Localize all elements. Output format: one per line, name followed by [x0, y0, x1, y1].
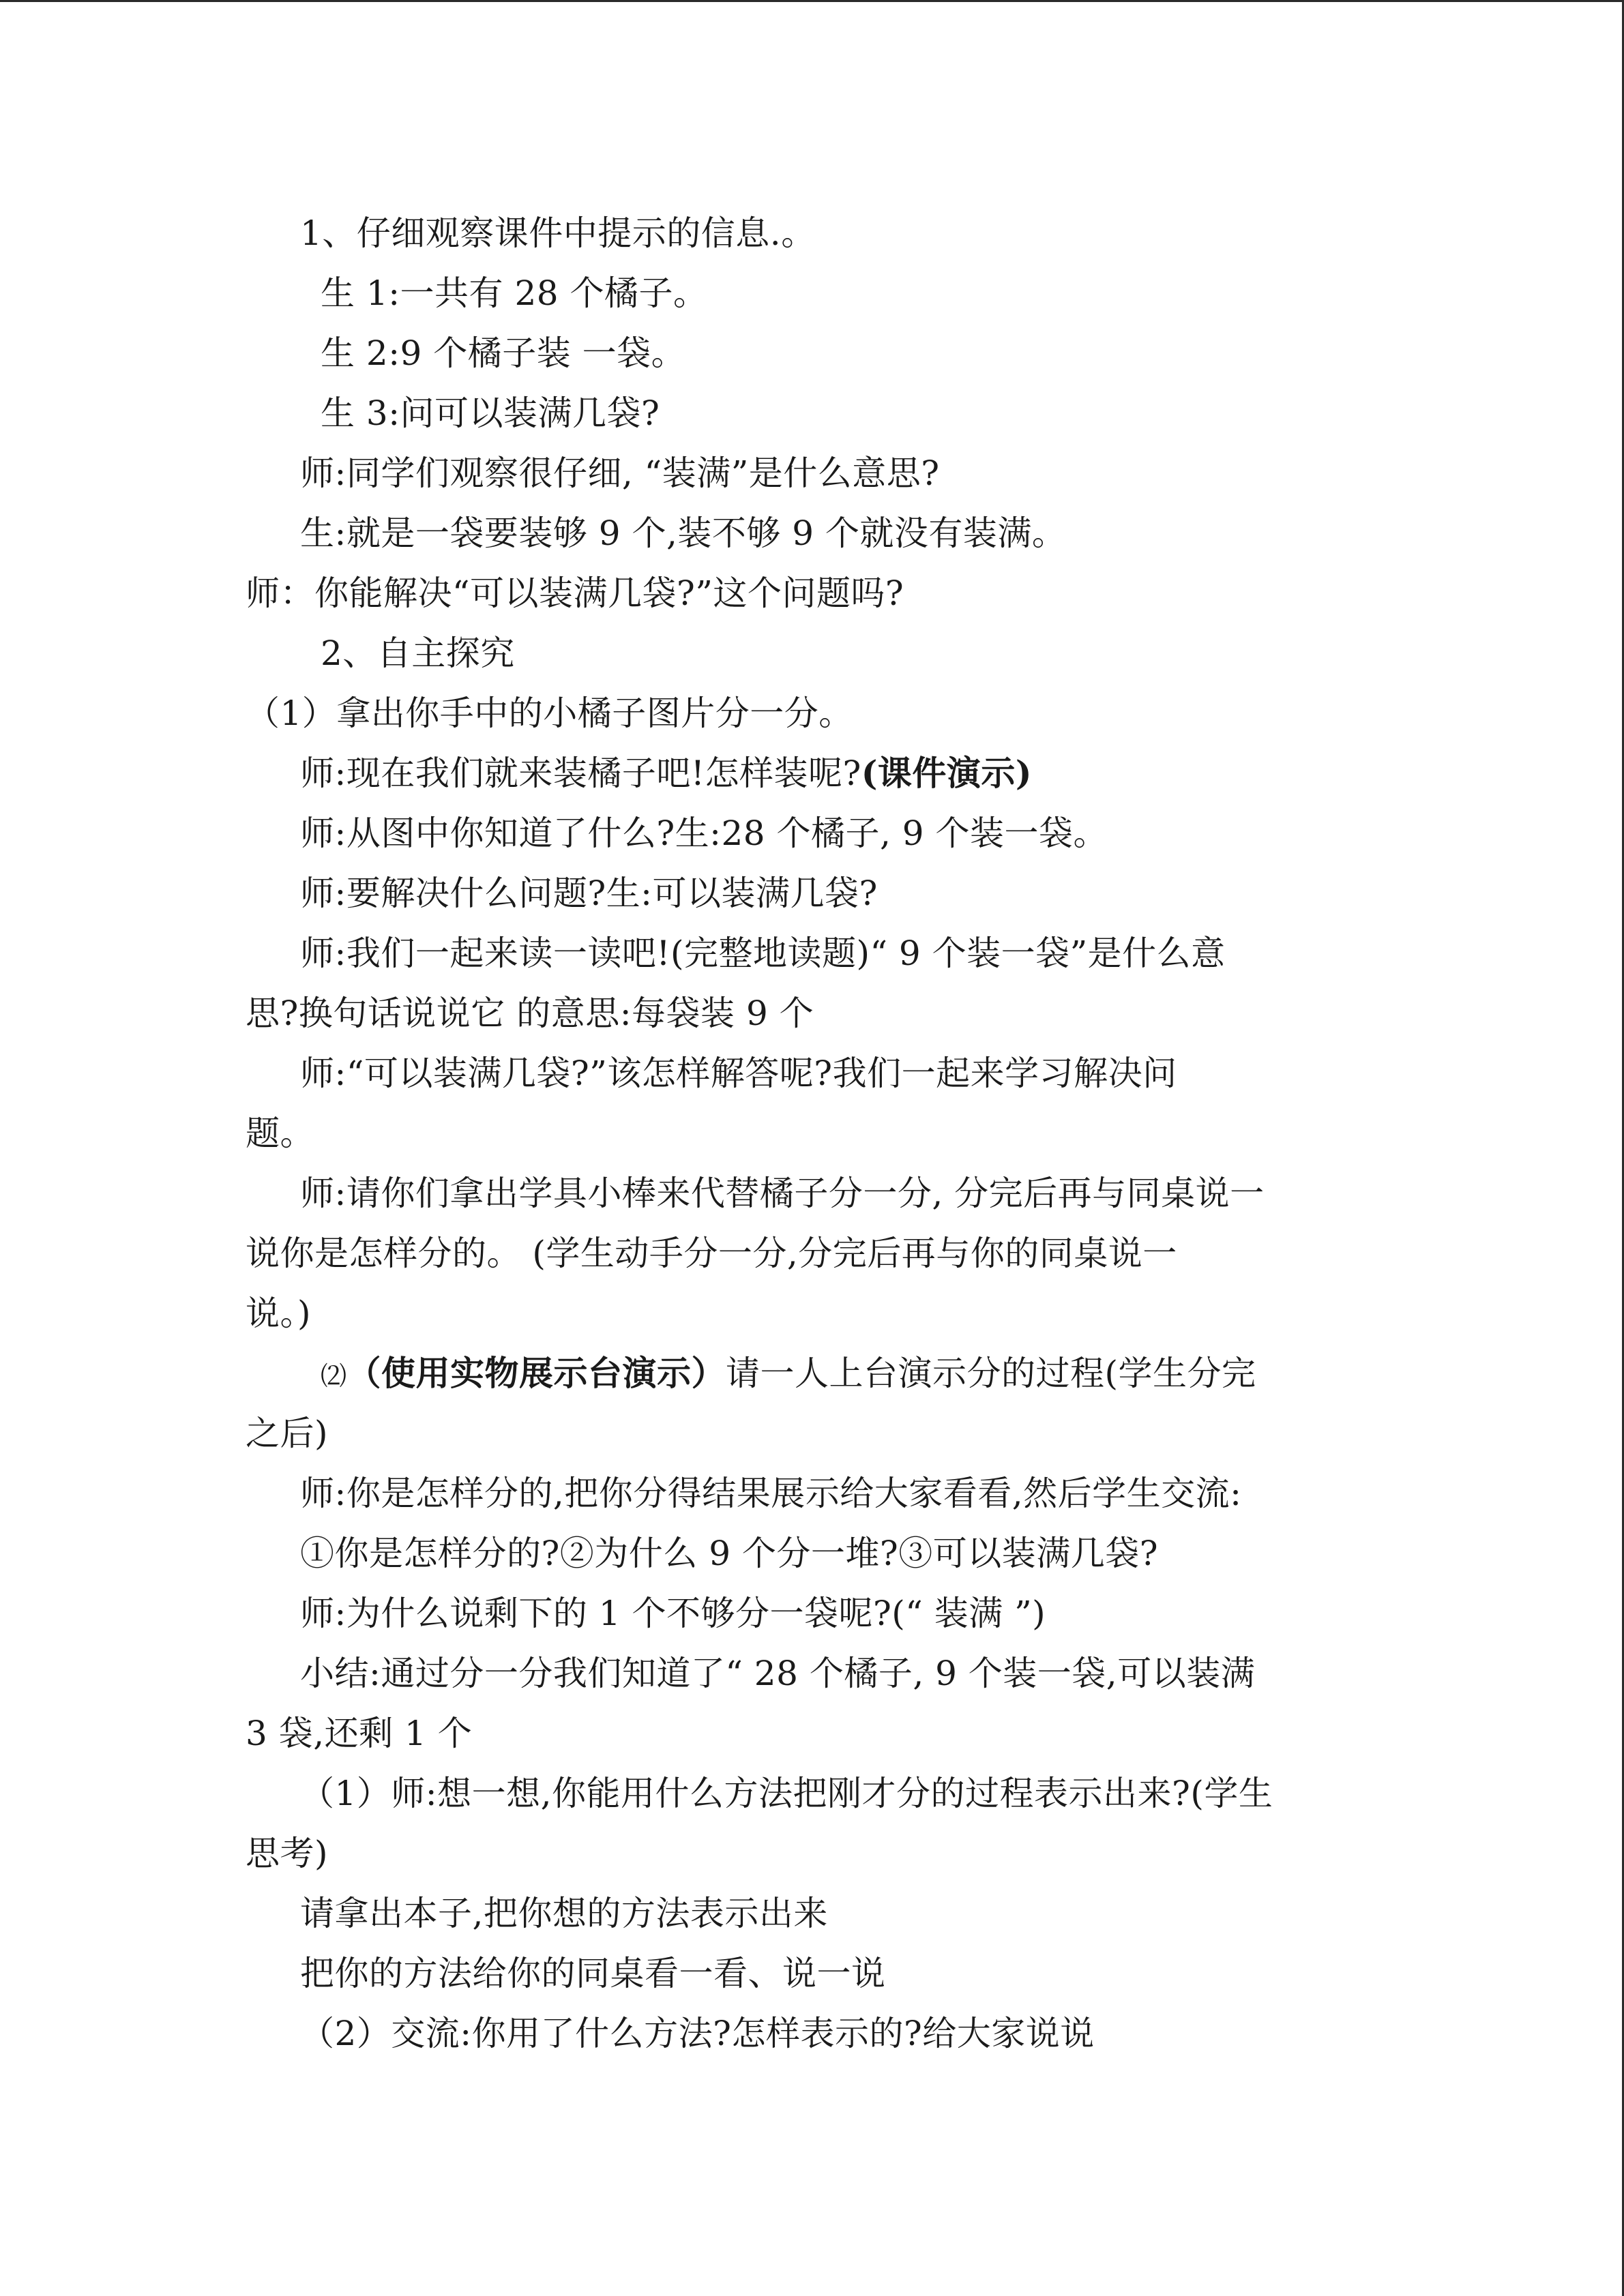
paragraph-line: 师:为什么说剩下的 1 个不够分一袋呢?(“ 装满 ”): [300, 1594, 1046, 1633]
page-top-edge: [0, 0, 1624, 2]
paragraph-line: 思考): [246, 1834, 329, 1873]
paragraph-line: 师:请你们拿出学具小棒来代替橘子分一分, 分完后再与同桌说一: [300, 1174, 1265, 1213]
paragraph-line: （1）师:想一想,你能用什么方法把刚才分的过程表示出来?(学生: [300, 1774, 1273, 1813]
paragraph-line: （1）拿出你手中的小橘子图片分一分。: [246, 694, 853, 733]
paragraph-line: 生 3:问可以装满几袋?: [321, 393, 660, 433]
paragraph-line: 师:我们一起来读一读吧!(完整地读题)“ 9 个装一袋”是什么意: [300, 934, 1226, 973]
paragraph-line: [246, 1343, 1378, 1403]
paragraph-line: 师:从图中你知道了什么?生:28 个橘子, 9 个装一袋。: [300, 814, 1108, 853]
paragraph-line: 小结:通过分一分我们知道了“ 28 个橘子, 9 个装一袋,可以装满: [300, 1654, 1256, 1693]
paragraph-line: 说你是怎样分的。 (学生动手分一分,分完后再与你的同桌说一: [246, 1234, 1177, 1273]
paragraph-line: 师:“可以装满几袋?”该怎样解答呢?我们一起来学习解决问: [300, 1054, 1177, 1093]
line-text: 请一人上台演示分的过程(学生分完: [726, 1354, 1256, 1393]
bold-note: （使用实物展示台演示）: [346, 1353, 726, 1393]
paragraph-line: 生:就是一袋要装够 9 个,装不够 9 个就没有装满。: [300, 513, 1067, 553]
paragraph-line: 1、仔细观察课件中提示的信息.。: [300, 213, 816, 253]
paragraph-line: 生 2:9 个橘子装 一袋。: [321, 333, 686, 373]
paragraph-line: 师:你是怎样分的,把你分得结果展示给大家看看,然后学生交流:: [300, 1474, 1242, 1513]
paragraph-line: 说。): [246, 1294, 312, 1333]
paragraph-line: 师：你能解决“可以装满几袋?”这个问题吗?: [246, 573, 904, 613]
paragraph-line: 题。: [246, 1114, 314, 1153]
paragraph-line: 生 1:一共有 28 个橘子。: [321, 273, 708, 313]
paragraph-line: 3 袋,还剩 1 个: [246, 1714, 473, 1753]
bold-note: (课件演示): [861, 753, 1033, 793]
paragraph-line: ①你是怎样分的?②为什么 9 个分一堆?③可以装满几袋?: [300, 1534, 1159, 1573]
section-heading: 2、自主探究: [321, 633, 515, 673]
paragraph-line: 把你的方法给你的同桌看一看、说一说: [300, 1954, 886, 1993]
paragraph-line: 思?换句话说说它 的意思:每袋装 9 个: [246, 994, 814, 1033]
line-text: 师:现在我们就来装橘子吧!怎样装呢?: [300, 754, 861, 793]
paragraph-line: 之后): [246, 1414, 329, 1453]
paragraph-line: 请拿出本子,把你想的方法表示出来: [300, 1894, 828, 1933]
item-number: ⑵: [321, 1361, 347, 1391]
paragraph-line: （2）交流:你用了什么方法?怎样表示的?给大家说说: [300, 2014, 1095, 2053]
document-body: [246, 203, 1378, 2063]
paragraph-line: 师:同学们观察很仔细, “装满”是什么意思?: [300, 453, 940, 493]
paragraph-line: [246, 743, 1378, 803]
paragraph-line: 师:要解决什么问题?生:可以装满几袋?: [300, 874, 878, 913]
